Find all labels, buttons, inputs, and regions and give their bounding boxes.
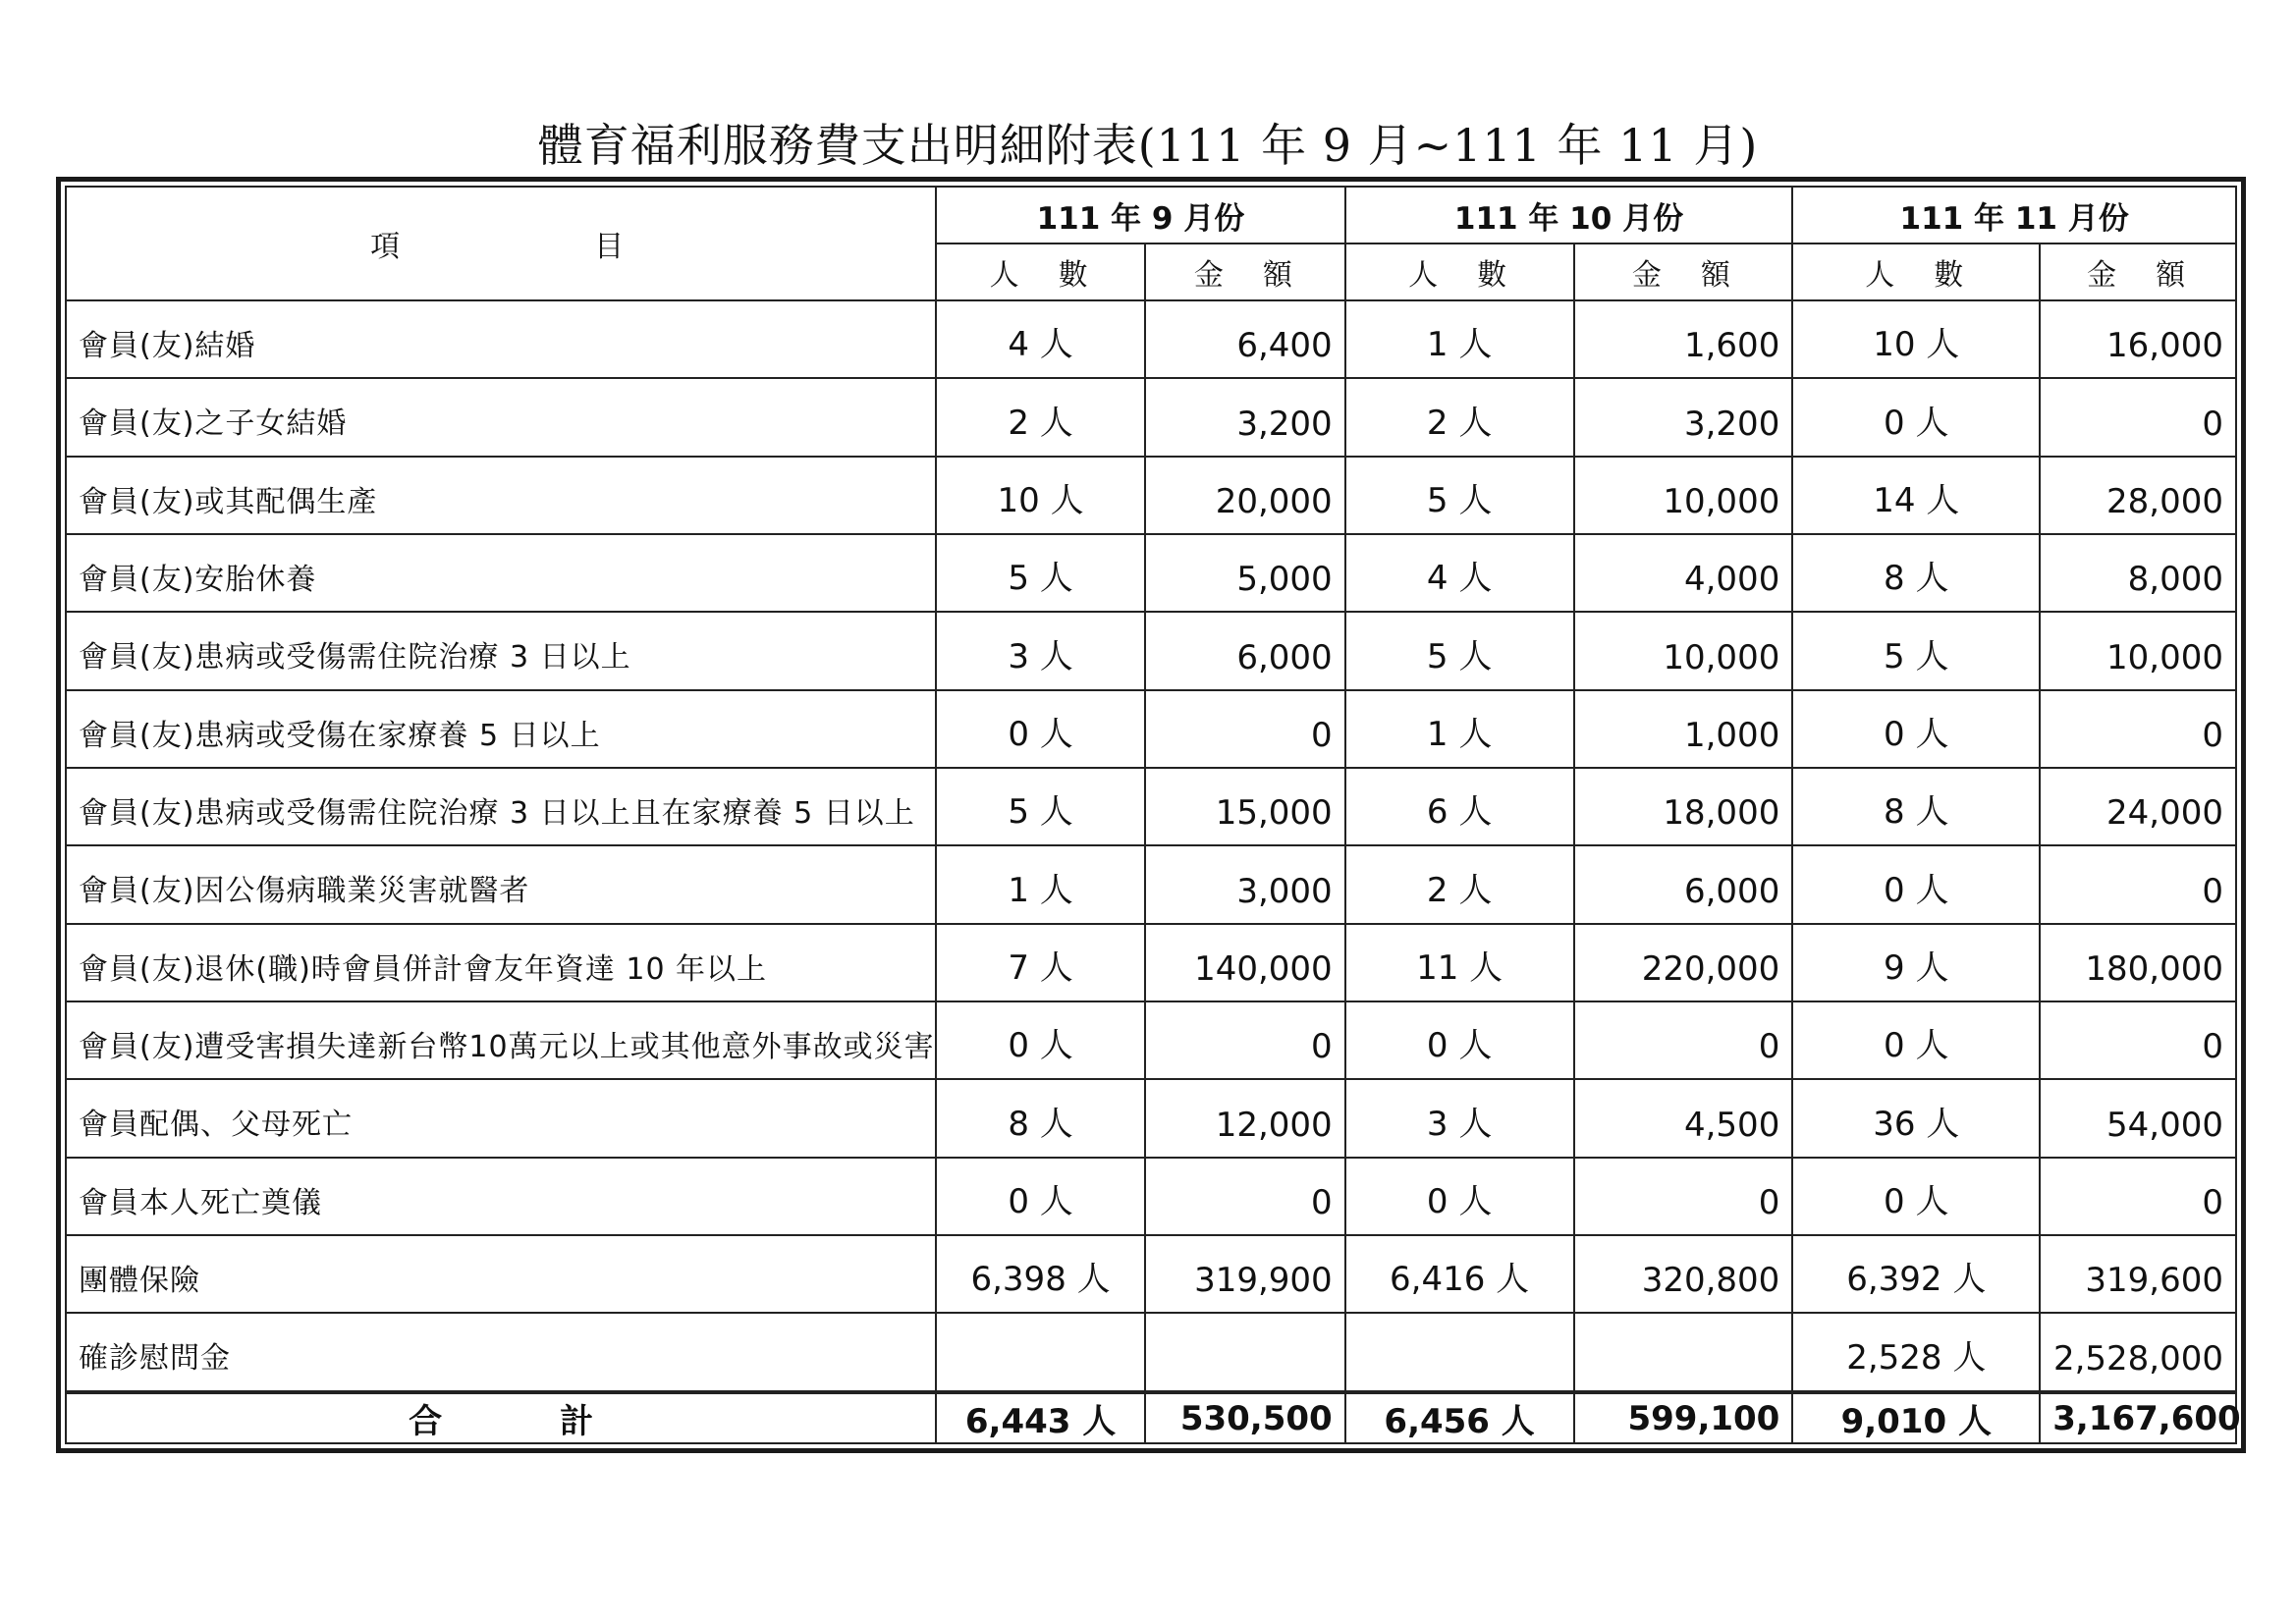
cell-amount-sep: 12,000 <box>1145 1079 1345 1157</box>
cell-amount-nov: 180,000 <box>2040 924 2236 1001</box>
cell-amount-sep: 20,000 <box>1145 457 1345 534</box>
total-amount-sep: 530,500 <box>1145 1392 1345 1443</box>
cell-amount-sep: 3,000 <box>1145 845 1345 923</box>
cell-count-nov: 0 人 <box>1792 378 2040 456</box>
cell-amount-oct: 4,500 <box>1574 1079 1793 1157</box>
cell-count-sep: 0 人 <box>936 690 1145 768</box>
cell-amount-nov: 54,000 <box>2040 1079 2236 1157</box>
cell-count-oct: 6 人 <box>1345 768 1574 845</box>
cell-amount-nov: 0 <box>2040 690 2236 768</box>
cell-amount-oct: 10,000 <box>1574 457 1793 534</box>
cell-amount-oct: 6,000 <box>1574 845 1793 923</box>
cell-count-oct: 0 人 <box>1345 1158 1574 1235</box>
row-item-label: 會員(友)因公傷病職業災害就醫者 <box>66 845 936 923</box>
document-title: 體育福利服務費支出明細附表(111 年 9 月~111 年 11 月) <box>537 119 1759 172</box>
count-subheader: 人 數 <box>1792 243 2040 300</box>
row-item-label: 確診慰問金 <box>66 1313 936 1392</box>
table-body <box>66 300 2236 1392</box>
amount-subheader: 金 額 <box>1574 243 1793 300</box>
cell-amount-nov: 8,000 <box>2040 534 2236 612</box>
cell-amount-nov: 0 <box>2040 1001 2236 1079</box>
cell-count-nov: 2,528 人 <box>1792 1313 2040 1392</box>
table-row <box>66 378 2236 456</box>
cell-amount-sep: 140,000 <box>1145 924 1345 1001</box>
cell-count-sep: 5 人 <box>936 534 1145 612</box>
cell-count-sep: 2 人 <box>936 378 1145 456</box>
row-item-label: 會員本人死亡奠儀 <box>66 1158 936 1235</box>
cell-count-oct <box>1345 1313 1574 1392</box>
cell-count-oct: 5 人 <box>1345 612 1574 689</box>
cell-amount-nov: 28,000 <box>2040 457 2236 534</box>
table-row <box>66 612 2236 689</box>
total-count-sep: 6,443 人 <box>936 1392 1145 1443</box>
table-row <box>66 1158 2236 1235</box>
cell-count-oct: 2 人 <box>1345 845 1574 923</box>
item-header-char-1: 項 <box>370 230 409 264</box>
row-item-label: 會員(友)安胎休養 <box>66 534 936 612</box>
item-column-header <box>66 187 936 300</box>
month-header-oct: 111 年 10 月份 <box>1345 187 1793 243</box>
month-header-row <box>66 187 2236 243</box>
cell-count-oct: 11 人 <box>1345 924 1574 1001</box>
cell-count-nov: 14 人 <box>1792 457 2040 534</box>
cell-count-sep: 5 人 <box>936 768 1145 845</box>
row-item-label: 團體保險 <box>66 1235 936 1313</box>
cell-amount-oct: 18,000 <box>1574 768 1793 845</box>
cell-count-oct: 3 人 <box>1345 1079 1574 1157</box>
count-subheader: 人 數 <box>1345 243 1574 300</box>
cell-count-nov: 36 人 <box>1792 1079 2040 1157</box>
table-row <box>66 1235 2236 1313</box>
cell-count-nov: 0 人 <box>1792 1158 2040 1235</box>
cell-amount-sep: 6,400 <box>1145 300 1345 378</box>
cell-amount-oct: 0 <box>1574 1158 1793 1235</box>
cell-count-sep: 0 人 <box>936 1001 1145 1079</box>
cell-amount-oct: 4,000 <box>1574 534 1793 612</box>
cell-amount-sep: 0 <box>1145 690 1345 768</box>
cell-amount-nov: 319,600 <box>2040 1235 2236 1313</box>
cell-count-oct: 5 人 <box>1345 457 1574 534</box>
row-item-label: 會員(友)結婚 <box>66 300 936 378</box>
cell-amount-oct: 320,800 <box>1574 1235 1793 1313</box>
cell-amount-nov: 10,000 <box>2040 612 2236 689</box>
cell-count-oct: 1 人 <box>1345 690 1574 768</box>
row-item-label: 會員配偶、父母死亡 <box>66 1079 936 1157</box>
cell-amount-nov: 24,000 <box>2040 768 2236 845</box>
cell-count-sep: 10 人 <box>936 457 1145 534</box>
cell-count-oct: 6,416 人 <box>1345 1235 1574 1313</box>
total-amount-oct: 599,100 <box>1574 1392 1793 1443</box>
cell-count-sep: 3 人 <box>936 612 1145 689</box>
expense-table <box>65 186 2241 1444</box>
cell-count-sep: 6,398 人 <box>936 1235 1145 1313</box>
count-subheader: 人 數 <box>936 243 1145 300</box>
table-row <box>66 1079 2236 1157</box>
month-header-sep: 111 年 9 月份 <box>936 187 1345 243</box>
cell-count-nov: 9 人 <box>1792 924 2040 1001</box>
cell-amount-oct <box>1574 1313 1793 1392</box>
cell-count-nov: 0 人 <box>1792 690 2040 768</box>
table-row <box>66 924 2236 1001</box>
cell-count-sep: 7 人 <box>936 924 1145 1001</box>
cell-amount-nov: 16,000 <box>2040 300 2236 378</box>
cell-count-nov: 8 人 <box>1792 534 2040 612</box>
total-count-nov: 9,010 人 <box>1792 1392 2040 1443</box>
cell-amount-nov: 2,528,000 <box>2040 1313 2236 1392</box>
cell-amount-oct: 3,200 <box>1574 378 1793 456</box>
amount-subheader: 金 額 <box>1145 243 1345 300</box>
cell-count-sep: 4 人 <box>936 300 1145 378</box>
total-label: 合 計 <box>66 1392 936 1443</box>
cell-amount-oct: 220,000 <box>1574 924 1793 1001</box>
table-row <box>66 300 2236 378</box>
cell-amount-sep: 6,000 <box>1145 612 1345 689</box>
cell-count-sep: 8 人 <box>936 1079 1145 1157</box>
total-row <box>66 1392 2236 1443</box>
table-row <box>66 768 2236 845</box>
total-amount-nov: 3,167,600 <box>2040 1392 2236 1443</box>
cell-amount-nov: 0 <box>2040 1158 2236 1235</box>
table-row <box>66 690 2236 768</box>
cell-amount-sep: 3,200 <box>1145 378 1345 456</box>
cell-count-oct: 4 人 <box>1345 534 1574 612</box>
cell-count-oct: 2 人 <box>1345 378 1574 456</box>
cell-count-nov: 8 人 <box>1792 768 2040 845</box>
cell-count-sep <box>936 1313 1145 1392</box>
row-item-label: 會員(友)遭受害損失達新台幣10萬元以上或其他意外事故或災害 <box>66 1001 936 1079</box>
cell-amount-nov: 0 <box>2040 378 2236 456</box>
cell-count-nov: 10 人 <box>1792 300 2040 378</box>
cell-count-nov: 5 人 <box>1792 612 2040 689</box>
cell-amount-oct: 0 <box>1574 1001 1793 1079</box>
cell-count-sep: 1 人 <box>936 845 1145 923</box>
cell-count-sep: 0 人 <box>936 1158 1145 1235</box>
row-item-label: 會員(友)患病或受傷在家療養 5 日以上 <box>66 690 936 768</box>
cell-amount-sep <box>1145 1313 1345 1392</box>
table-row <box>66 1313 2236 1392</box>
row-item-label: 會員(友)患病或受傷需住院治療 3 日以上且在家療養 5 日以上 <box>66 768 936 845</box>
cell-amount-nov: 0 <box>2040 845 2236 923</box>
row-item-label: 會員(友)或其配偶生產 <box>66 457 936 534</box>
cell-amount-sep: 319,900 <box>1145 1235 1345 1313</box>
expense-table-frame <box>56 177 2246 1453</box>
cell-amount-sep: 0 <box>1145 1158 1345 1235</box>
table-row <box>66 845 2236 923</box>
month-header-nov: 111 年 11 月份 <box>1792 187 2236 243</box>
cell-amount-sep: 0 <box>1145 1001 1345 1079</box>
item-header-char-2: 目 <box>594 230 632 264</box>
cell-amount-sep: 5,000 <box>1145 534 1345 612</box>
cell-amount-oct: 10,000 <box>1574 612 1793 689</box>
table-row <box>66 1001 2236 1079</box>
table-row <box>66 457 2236 534</box>
cell-amount-oct: 1,000 <box>1574 690 1793 768</box>
row-item-label: 會員(友)退休(職)時會員併計會友年資達 10 年以上 <box>66 924 936 1001</box>
table-row <box>66 534 2236 612</box>
cell-amount-sep: 15,000 <box>1145 768 1345 845</box>
cell-count-nov: 0 人 <box>1792 845 2040 923</box>
amount-subheader: 金 額 <box>2040 243 2236 300</box>
cell-count-oct: 1 人 <box>1345 300 1574 378</box>
row-item-label: 會員(友)之子女結婚 <box>66 378 936 456</box>
total-count-oct: 6,456 人 <box>1345 1392 1574 1443</box>
cell-count-nov: 0 人 <box>1792 1001 2040 1079</box>
cell-count-nov: 6,392 人 <box>1792 1235 2040 1313</box>
cell-count-oct: 0 人 <box>1345 1001 1574 1079</box>
row-item-label: 會員(友)患病或受傷需住院治療 3 日以上 <box>66 612 936 689</box>
cell-amount-oct: 1,600 <box>1574 300 1793 378</box>
